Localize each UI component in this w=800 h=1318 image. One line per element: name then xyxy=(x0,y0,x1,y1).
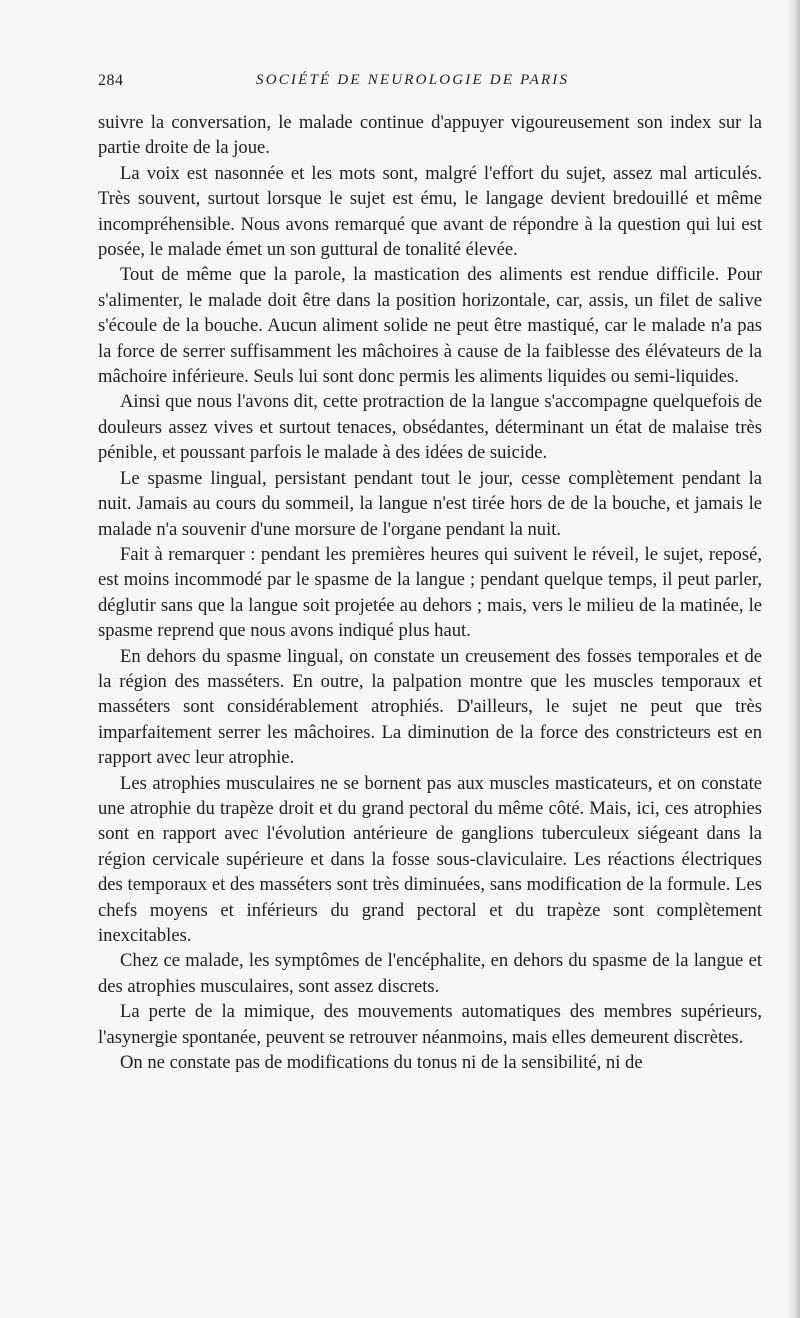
page-edge-shadow xyxy=(786,0,800,1318)
running-header xyxy=(98,72,758,96)
paragraph: Ainsi que nous l'avons dit, cette protraction de la langue s'accompagne quelquefois de douleurs assez vives et surtout tenaces, obsédantes, déterminant un état de malaise très pénible, et poussant parfois le malade à des idées de suicide. xyxy=(98,391,762,464)
page-number: 284 xyxy=(98,72,124,89)
body-text xyxy=(98,110,762,1075)
paragraph: Les atrophies musculaires ne se bornent pas aux muscles masticateurs, et on constate une atrophie du trapèze droit et du grand pectoral du même côté. Mais, ici, ces atrophies sont en rapport avec l'évolution antérieure de ganglions tuberculeux siégeant dans la région cervicale supérieure et dans la fosse sous-claviculaire. Les réactions électriques des temporaux et des masséters sont très diminuées, sans modification de la formule. Les chefs moyens et inférieurs du grand pectoral et du trapèze sont complètement inexcitables. xyxy=(98,772,762,946)
paragraph: Chez ce malade, les symptômes de l'encéphalite, en dehors du spasme de la langue et des atrophies musculaires, sont assez discrets. xyxy=(98,950,762,997)
running-title: SOCIÉTÉ DE NEUROLOGIE DE PARIS xyxy=(256,72,570,88)
paragraph-continuation: suivre la conversation, le malade continue d'appuyer vigoureusement son index sur la partie droite de la joue. xyxy=(98,112,762,159)
paragraph-truncated: On ne constate pas de modifications du tonus ni de la sensibilité, ni de xyxy=(120,1052,643,1074)
paragraph: Tout de même que la parole, la mastication des aliments est rendue difficile. Pour s'alimenter, le malade doit être dans la position horizontale, car, assis, un filet de salive s'écoule de la bouche. Aucun aliment solide ne peut être mastiqué, car le malade n'a pas la force de serrer suffisamment les mâchoires à cause de la faiblesse des élévateurs de la mâchoire inférieure. Seuls lui sont donc permis les aliments liquides ou semi-liquides. xyxy=(98,264,762,388)
paragraph: La voix est nasonnée et les mots sont, malgré l'effort du sujet, assez mal articulés. Très souvent, surtout lorsque le sujet est ému, le langage devient bredouillé et même incompréhensible. Nous avons remarqué que avant de répondre à la question qui lui est posée, le malade émet un son guttural de tonalité élevée. xyxy=(98,162,762,261)
paragraph: La perte de la mimique, des mouvements automatiques des membres supérieurs, l'asynergie spontanée, peuvent se retrouver néanmoins, mais elles demeurent discrètes. xyxy=(98,1001,762,1048)
paragraph: Fait à remarquer : pendant les premières heures qui suivent le réveil, le sujet, reposé, est moins incommodé par le spasme de la langue ; pendant quelque temps, il peut parler, déglutir sans que la langue soit projetée au dehors ; mais, vers le milieu de la matinée, le spasme reprend que nous avons indiqué plus haut. xyxy=(98,543,762,642)
paragraph: Le spasme lingual, persistant pendant tout le jour, cesse complètement pendant la nuit. Jamais au cours du sommeil, la langue n'est tirée hors de de la bouche, et jamais le malade n'a souvenir d'une morsure de l'organe pendant la nuit. xyxy=(98,467,762,540)
paragraph: En dehors du spasme lingual, on constate un creusement des fosses temporales et de la région des masséters. En outre, la palpation montre que les muscles temporaux et masséters sont considérablement atrophiés. D'ailleurs, le sujet ne peut que très imparfaitement serrer les mâchoires. La diminution de la force des constricteurs est en rapport avec leur atrophie. xyxy=(98,645,762,769)
